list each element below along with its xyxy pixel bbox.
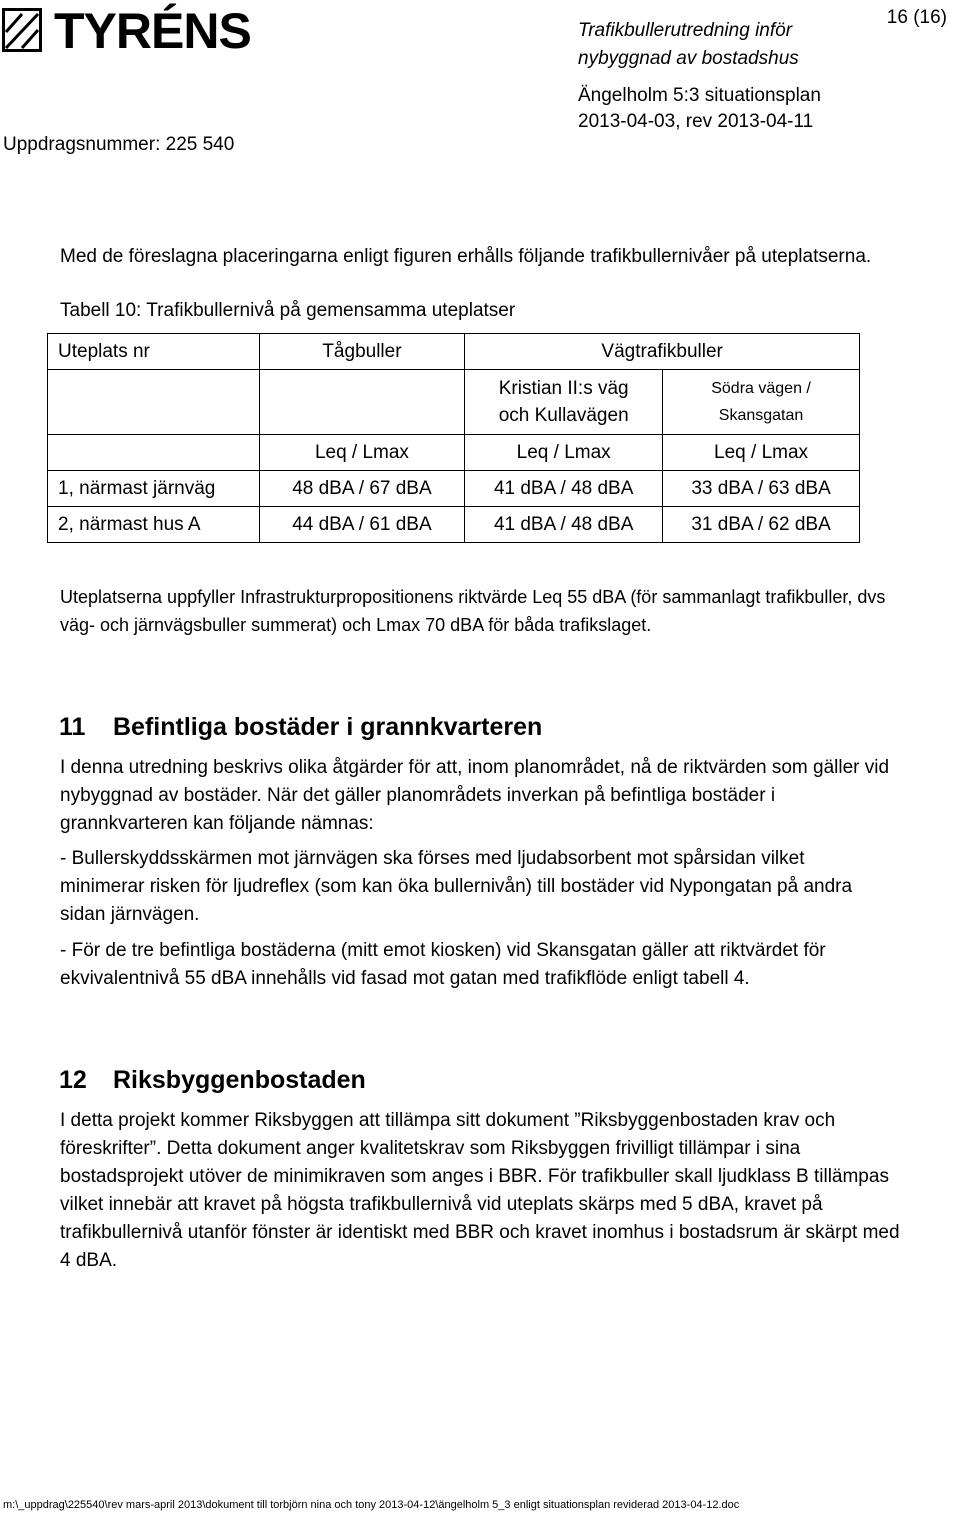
table-cell: 2, närmast hus A: [48, 507, 260, 543]
header-cell: Tågbuller: [259, 334, 465, 370]
section-11-heading: 11 Befintliga bostäder i grannkvarteren: [59, 713, 543, 741]
company-logo-text: TYRÉNS: [54, 3, 251, 59]
empty-cell: [259, 370, 465, 435]
table-row: [48, 471, 860, 507]
subheader-cell: Södra vägen / Skansgatan: [663, 370, 860, 435]
assignment-number: Uppdragsnummer: 225 540: [3, 134, 235, 155]
subheader-cell: Kristian II:s väg och Kullavägen: [465, 370, 663, 435]
table-cell: 48 dBA / 67 dBA: [259, 471, 465, 507]
table-cell: 33 dBA / 63 dBA: [663, 471, 860, 507]
section-11-bullet: - För de tre befintliga bostäderna (mitt emot kiosken) vid Skansgatan gäller att riktvärdet för ekvivalentnivå 55 dBA innehålls vid fasad mot gatan med trafikflöde enligt tabell 4.: [60, 940, 826, 989]
document-subtitle: Ängelholm 5:3 situationsplan 2013-04-03, rev 2013-04-11: [578, 85, 821, 132]
noise-level-table: [47, 333, 860, 543]
table-cell: 41 dBA / 48 dBA: [465, 471, 663, 507]
empty-cell: [48, 435, 260, 471]
table-row: [48, 507, 860, 543]
company-logo-mark: [2, 8, 42, 52]
table-unit-row: [48, 435, 860, 471]
section-11-paragraph: I denna utredning beskrivs olika åtgärder för att, inom planområdet, nå de riktvärden som gäller vid nybyggnad av bostäder. När det gäller planområdets inverkan på befintliga bostäder i grannkvarteren kan följande nämnas:: [60, 757, 890, 834]
intro-paragraph: Med de föreslagna placeringarna enligt figuren erhålls följande trafikbullernivåer på uteplatserna.: [60, 246, 872, 267]
table-subheader-row: [48, 370, 860, 435]
section-12-heading: 12 Riksbyggenbostaden: [59, 1066, 366, 1094]
unit-cell: Leq / Lmax: [663, 435, 860, 471]
table-header-row: [48, 334, 860, 370]
page-number: 16 (16): [886, 7, 947, 28]
table-caption: Tabell 10: Trafikbullernivå på gemensamma uteplatser: [60, 300, 516, 321]
unit-cell: Leq / Lmax: [259, 435, 465, 471]
section-12-paragraph: I detta projekt kommer Riksbyggen att tillämpa sitt dokument ”Riksbyggenbostaden krav och föreskrifter”. Detta dokument anger kvalitetskrav som Riksbyggen frivilligt tillämpar i sina bostadsprojekt utöver de minimikraven som anges i BBR. För trafikbuller skall ljudklass B tillämpas vilket innebär att kravet på högsta trafikbullernivå vid uteplats skärps med 5 dBA, kravet på trafikbullernivå utanför fönster är identiskt med BBR och kravet inomhus i bostadsrum är skärpt med 4 dBA.: [60, 1110, 900, 1271]
table-cell: 1, närmast järnväg: [48, 471, 260, 507]
section-11-bullet: - Bullerskyddsskärmen mot järnvägen ska förses med ljudabsorbent mot spårsidan vilket minimerar risken för ljudreflex (som kan öka bullernivån) till bostäder vid Nypongatan på andra sidan järnvägen.: [60, 848, 853, 925]
requirement-paragraph: Uteplatserna uppfyller Infrastrukturpropositionens riktvärde Leq 55 dBA (för sammanlagt trafikbuller, dvs väg- och järnvägsbuller summerat) och Lmax 70 dBA för båda trafikslaget.: [60, 587, 886, 635]
table-cell: 44 dBA / 61 dBA: [259, 507, 465, 543]
file-path-footer: m:\_uppdrag\225540\rev mars-april 2013\dokument till torbjörn nina och tony 2013-04-12\ängelholm 5_3 enligt situationsplan reviderad 2013-04-12.doc: [3, 1499, 740, 1511]
header-cell: Uteplats nr: [48, 334, 260, 370]
empty-cell: [48, 370, 260, 435]
table-cell: 31 dBA / 62 dBA: [663, 507, 860, 543]
unit-cell: Leq / Lmax: [465, 435, 663, 471]
table-cell: 41 dBA / 48 dBA: [465, 507, 663, 543]
header-cell: Vägtrafikbuller: [465, 334, 860, 370]
document-title: Trafikbullerutredning inför nybyggnad av bostadshus: [578, 20, 799, 69]
